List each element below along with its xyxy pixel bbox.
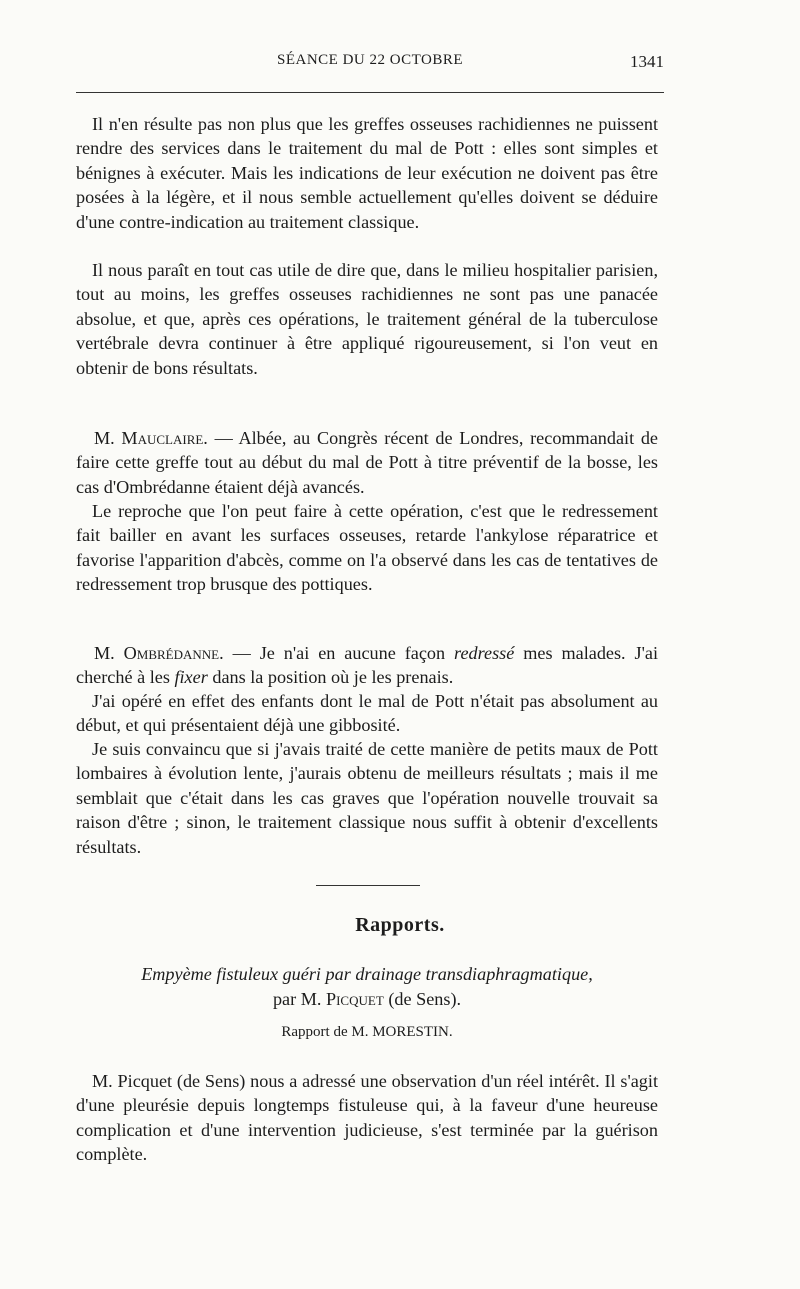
ombredanne-emphasis-fixer: fixer	[174, 667, 208, 688]
header-rule	[76, 92, 664, 93]
page-header	[76, 52, 664, 76]
report-author	[76, 987, 658, 1011]
section-separator	[316, 885, 420, 886]
ombredanne-text-1b: mes malades. J'ai cherché à les	[76, 643, 659, 688]
ombredanne-paragraph-1	[76, 641, 658, 690]
report-author-prefix: par M.	[272, 989, 326, 1009]
ombredanne-text-1c: dans la position où je les prenais.	[207, 667, 454, 688]
speaker-ombredanne: M. Ombrédanne.	[94, 643, 224, 663]
mauclaire-paragraph-1	[76, 426, 658, 499]
ombredanne-emphasis-redresse: redressé	[454, 643, 515, 663]
paragraph-2: Il nous paraît en tout cas utile de dire que, dans le milieu hospitalier parisien, tout au moins, les greffes osseuses rachidiennes ne sont pas une panacée absolue, et que, après ces opérations, le traitement général de la tuberculose vertébrale devra continuer à être appliqué rigoureusement, si l'on veut en obtenir de bons résultats.	[76, 260, 658, 378]
ombredanne-paragraph-2: J'ai opéré en effet des enfants dont le mal de Pott n'était pas absolument au début, et qui présentaient déjà une gibbosité.	[76, 691, 658, 736]
mauclaire-paragraph-2: Le reproche que l'on peut faire à cette opération, c'est que le redressement fait bailler en avant les surfaces osseuses, retarde l'ankylose réparatrice et favorise l'apparition d'abcès, comme on l'a observé dans les cas de tentatives de redressement trop brusque des pottiques.	[76, 501, 658, 595]
section-title: Rapports.	[355, 914, 445, 936]
ombredanne-paragraph-3: Je suis convaincu que si j'avais traité de cette manière de petits maux de Pott lombaires à évolution lente, j'aurais obtenu de meilleurs résultats ; mais il me semblait que c'était dans les cas graves que l'opération nouvelle trouvait sa raison d'être ; sinon, le traitement classique nous suffit à obtenir d'excellents résultats.	[76, 739, 658, 857]
speaker-mauclaire: M. Mauclaire.	[94, 428, 208, 448]
mauclaire-text-1: — Albée, au Congrès récent de Londres, recommandait de faire cette greffe tout au début du mal de Pott à titre préventif de la bosse, les cas d'Ombrédanne étaient déjà avancés.	[76, 428, 659, 497]
report-author-name: Picquet	[325, 989, 384, 1009]
paragraph-1: Il n'en résulte pas non plus que les greffes osseuses rachidiennes ne puissent rendre des services dans le traitement du mal de Pott : elles sont simples et bénignes à exécuter. Mais les indications de leur exécution ne doivent pas être posées à la légère, et il nous semble actuellement qu'elles doivent se déduire d'une contre-indication au traitement classique.	[76, 114, 658, 232]
running-title: SÉANCE DU 22 OCTOBRE	[277, 52, 463, 68]
closing-paragraph: M. Picquet (de Sens) nous a adressé une observation d'un réel intérêt. Il s'agit d'une pleurésie depuis longtemps fistuleuse qui, à la faveur d'une heureuse complication et d'une intervention judicieuse, s'est terminée par la guérison complète.	[76, 1071, 658, 1165]
page-number: 1341	[630, 52, 664, 71]
ombredanne-text-1a: — Je n'ai en aucune façon	[232, 643, 455, 663]
report-author-suffix: (de Sens).	[383, 989, 462, 1009]
report-by: Rapport de M. MORESTIN.	[281, 1024, 453, 1040]
report-title: Empyème fistuleux guéri par drainage transdiaphragmatique,	[141, 964, 593, 984]
